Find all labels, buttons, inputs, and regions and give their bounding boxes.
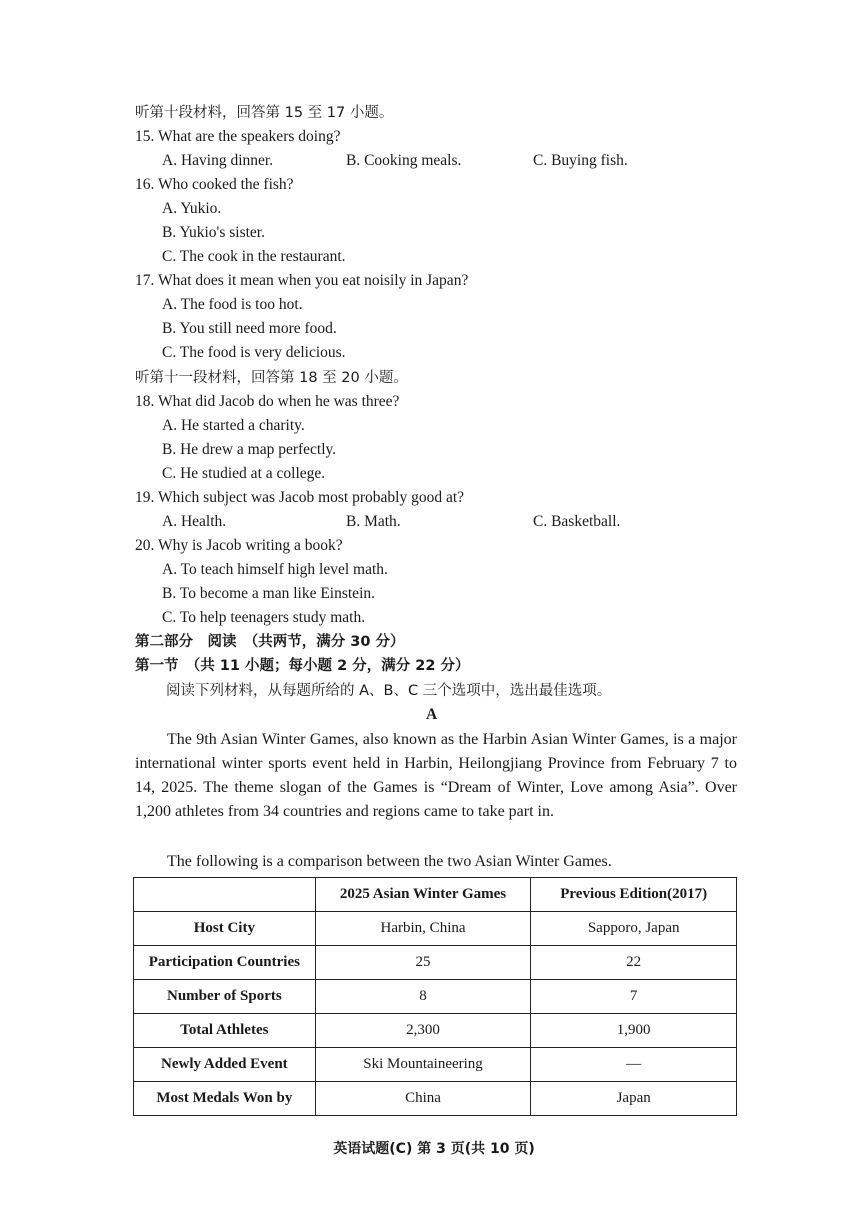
passage-paragraph-1: The 9th Asian Winter Games, also known as the Harbin Asian Winter Games, is a major international winter sports event held in Harbin, Heilongjiang Province from February 7 to 14, 2025. The theme slogan of the Games is “Dream of Winter, Love among Asia”. Over 1,200 athletes from 34 countries and regions came to take part in. [135, 731, 737, 820]
table-cell: 8 [315, 980, 531, 1014]
passage-label: A [426, 706, 438, 723]
table-row [134, 912, 737, 946]
table-header-cell: Previous Edition(2017) [531, 878, 737, 912]
table-row-header: Newly Added Event [134, 1048, 316, 1082]
passage-paragraph-2: The following is a comparison between the two Asian Winter Games. [167, 853, 612, 870]
question-20-stem: 20. Why is Jacob writing a book? [135, 537, 343, 554]
question-20-option-a: A. To teach himself high level math. [162, 561, 388, 578]
table-cell: Japan [531, 1082, 737, 1116]
table-row-header: Number of Sports [134, 980, 316, 1014]
table-row [134, 1082, 737, 1116]
table-row-header: Total Athletes [134, 1014, 316, 1048]
question-19-option-b: B. Math. [346, 513, 401, 530]
question-18-option-a: A. He started a charity. [162, 417, 305, 434]
table-cell: Sapporo, Japan [531, 912, 737, 946]
question-18-stem: 18. What did Jacob do when he was three? [135, 393, 400, 410]
question-20-option-b: B. To become a man like Einstein. [162, 585, 375, 602]
table-header-cell [134, 878, 316, 912]
page-footer: 英语试题(C) 第 3 页(共 10 页) [333, 1141, 535, 1157]
table-row-header: Most Medals Won by [134, 1082, 316, 1116]
table-cell: 22 [531, 946, 737, 980]
question-15-stem: 15. What are the speakers doing? [135, 128, 341, 145]
table-row [134, 1014, 737, 1048]
table-row-header: Host City [134, 912, 316, 946]
table-row [134, 1048, 737, 1082]
table-cell: 1,900 [531, 1014, 737, 1048]
table-header-cell: 2025 Asian Winter Games [315, 878, 531, 912]
question-17-option-b: B. You still need more food. [162, 320, 337, 337]
question-19-option-a: A. Health. [162, 513, 227, 530]
section-1-title: 第一节 （共 11 小题；每小题 2 分，满分 22 分） [135, 658, 470, 674]
section-11-instruction: 听第十一段材料，回答第 18 至 20 小题。 [135, 370, 408, 386]
question-16-option-b: B. Yukio's sister. [162, 224, 265, 241]
comparison-table [133, 877, 737, 1116]
question-16-stem: 16. Who cooked the fish? [135, 176, 294, 193]
question-19-option-c: C. Basketball. [533, 513, 621, 530]
section-10-instruction: 听第十段材料，回答第 15 至 17 小题。 [135, 105, 394, 121]
table-cell: Ski Mountaineering [315, 1048, 531, 1082]
table-header-row [134, 878, 737, 912]
question-18-option-c: C. He studied at a college. [162, 465, 326, 482]
question-19-stem: 19. Which subject was Jacob most probably good at? [135, 489, 465, 506]
table-row [134, 946, 737, 980]
part-2-title: 第二部分 阅读 （共两节，满分 30 分） [135, 634, 405, 650]
reading-instruction: 阅读下列材料，从每题所给的 A、B、C 三个选项中，选出最佳选项。 [166, 683, 612, 699]
question-15-option-b: B. Cooking meals. [346, 152, 462, 169]
question-18-option-b: B. He drew a map perfectly. [162, 441, 337, 458]
table-cell: Harbin, China [315, 912, 531, 946]
table-row [134, 980, 737, 1014]
question-17-stem: 17. What does it mean when you eat noisily in Japan? [135, 272, 469, 289]
table-cell: China [315, 1082, 531, 1116]
table-row-header: Participation Countries [134, 946, 316, 980]
table-cell: 7 [531, 980, 737, 1014]
question-17-option-a: A. The food is too hot. [162, 296, 303, 313]
question-15-option-a: A. Having dinner. [162, 152, 274, 169]
question-16-option-c: C. The cook in the restaurant. [162, 248, 346, 265]
table-cell: 2,300 [315, 1014, 531, 1048]
question-16-option-a: A. Yukio. [162, 200, 222, 217]
question-15-option-c: C. Buying fish. [533, 152, 628, 169]
question-20-option-c: C. To help teenagers study math. [162, 609, 366, 626]
table-cell: 25 [315, 946, 531, 980]
question-17-option-c: C. The food is very delicious. [162, 344, 346, 361]
table-cell: — [531, 1048, 737, 1082]
